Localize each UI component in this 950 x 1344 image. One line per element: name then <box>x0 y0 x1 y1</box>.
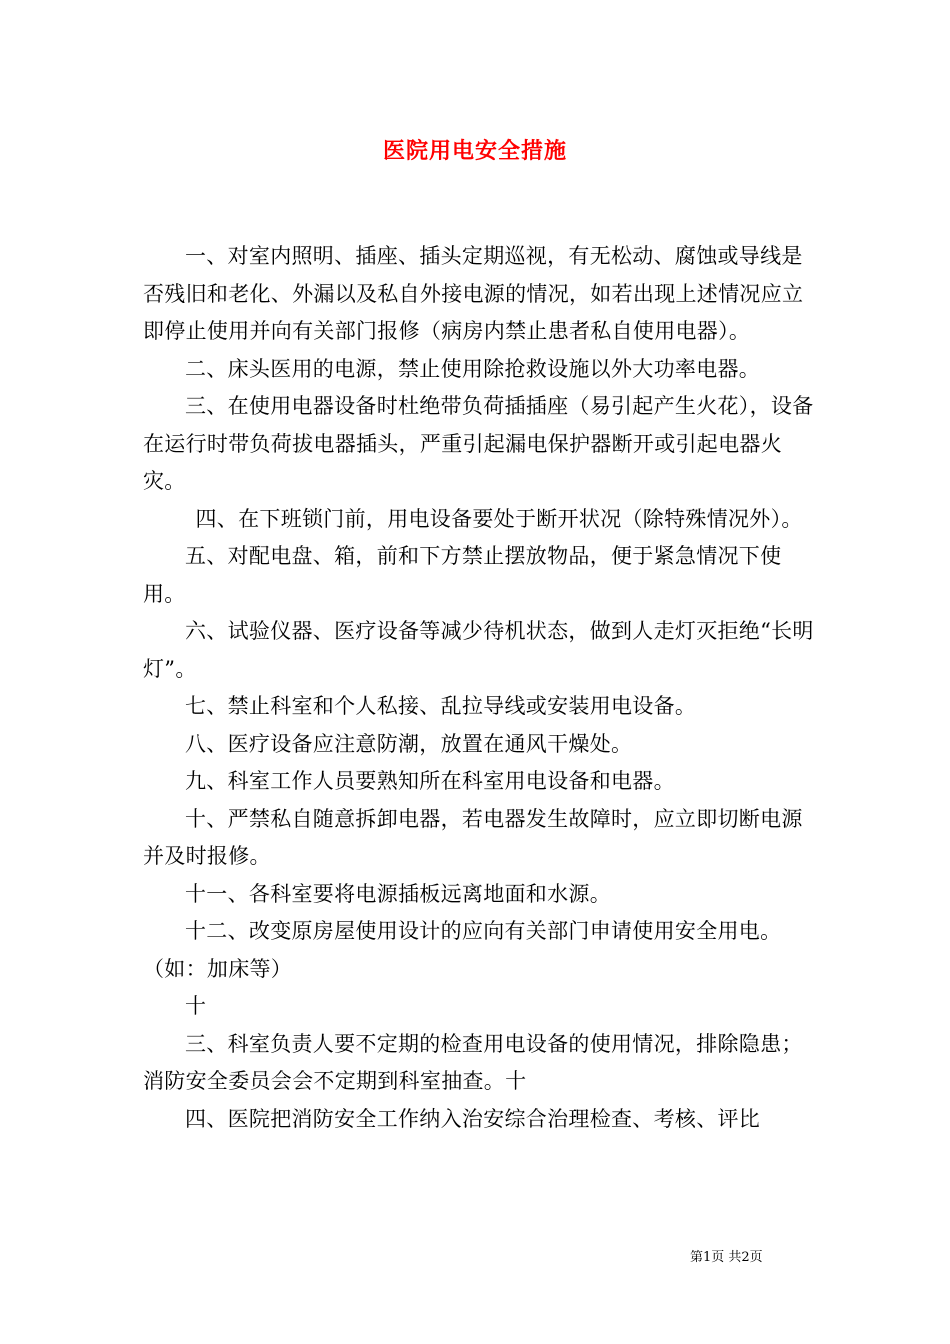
paragraph-3: 三、在使用电器设备时杜绝带负荷插插座（易引起产生火花），设备在运行时带负荷拔电器插头，严重引起漏电保护器断开或引起电器火灾。 <box>143 394 814 493</box>
document-body <box>143 238 815 1138</box>
paragraph-4: 四、在下班锁门前，用电设备要处于断开状况（除特殊情况外）。 <box>195 506 803 531</box>
paragraph-7: 七、禁止科室和个人私接、乱拉导线或安装用电设备。 <box>185 694 697 718</box>
paragraph-6: 六、试验仪器、医疗设备等减少待机状态，做到人走灯灭拒绝“长明灯”。 <box>143 619 814 681</box>
paragraph-14: 三、科室负责人要不定期的检查用电设备的使用情况，排除隐患；消防安全委员会会不定期到科室抽查。十 <box>143 1031 803 1093</box>
paragraph-11: 十一、各科室要将电源插板远离地面和水源。 <box>185 881 611 906</box>
paragraph-1: 一、对室内照明、插座、插头定期巡视，有无松动、腐蚀或导线是否残旧和老化、外漏以及私自外接电源的情况，如若出现上述情况应立即停止使用并向有关部门报修（病房内禁止患者私自使用电器）。 <box>143 244 804 343</box>
paragraph-5: 五、对配电盘、箱，前和下方禁止摆放物品，便于紧急情况下使用。 <box>143 544 782 606</box>
paragraph-12: 十二、改变原房屋使用设计的应向有关部门申请使用安全用电。（如：加床等） <box>143 919 782 981</box>
page-number-footer: 第1页 共2页 <box>690 1250 763 1265</box>
paragraph-15: 四、医院把消防安全工作纳入治安综合治理检查、考核、评比 <box>185 1106 761 1131</box>
paragraph-10: 十、严禁私自随意拆卸电器，若电器发生故障时，应立即切断电源并及时报修。 <box>143 806 803 868</box>
paragraph-9: 九、科室工作人员要熟知所在科室用电设备和电器。 <box>185 769 675 793</box>
paragraph-13: 十 <box>185 994 207 1018</box>
paragraph-8: 八、医疗设备应注意防潮，放置在通风干燥处。 <box>185 731 633 756</box>
page-title: 医院用电安全措施 <box>382 139 567 164</box>
paragraph-2: 二、床头医用的电源，禁止使用除抢救设施以外大功率电器。 <box>185 356 761 381</box>
